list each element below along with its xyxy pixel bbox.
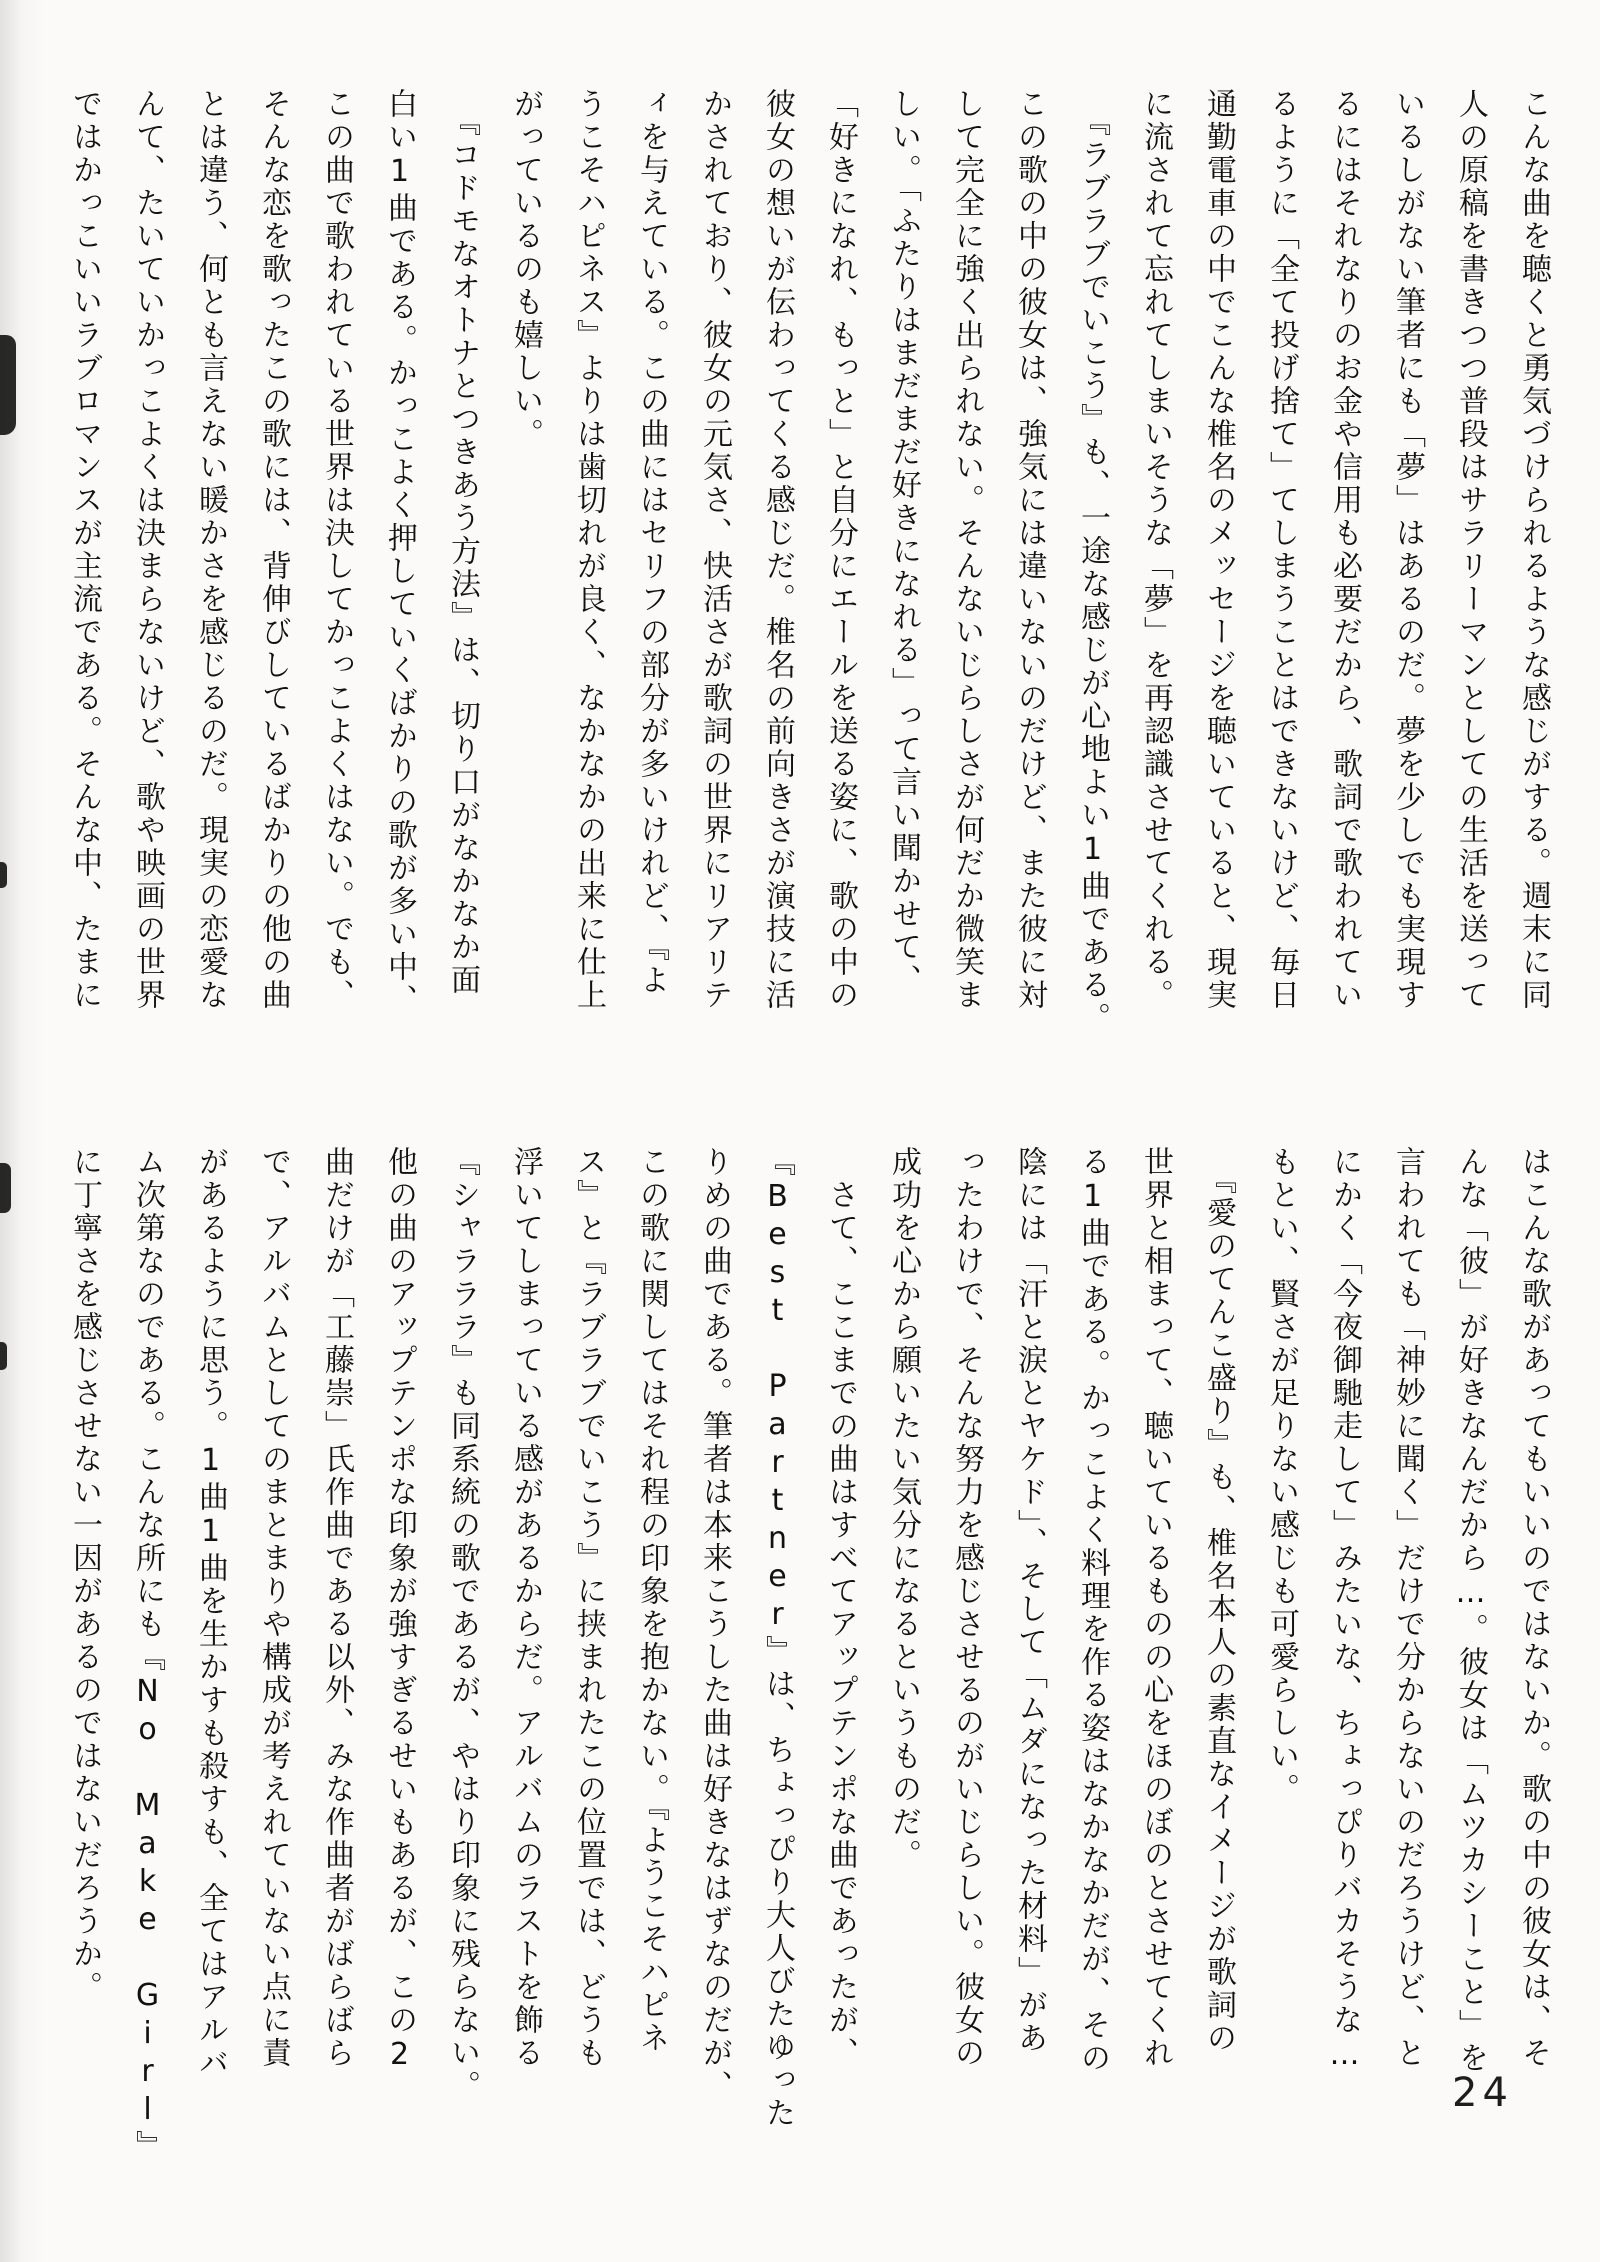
text-column: るように「全て投げ捨て」てしまうことはできないけど、毎日 — [1264, 88, 1299, 1012]
text-column: ィを与えている。この曲にはセリフの部分が多いけれど、『よ — [634, 88, 669, 997]
text-column: 『Best Partner』は、ちょっぴり大人びたゆった — [760, 1146, 795, 2130]
text-column: 浮いてしまっている感があるからだ。アルバムのラストを飾る — [508, 1146, 543, 2070]
text-column: ではかっこいいラブロマンスが主流である。そんな中、たまに — [67, 88, 102, 1012]
page-number: 24 — [1452, 2070, 1513, 2116]
text-column: んな「彼」が好きなんだから…。彼女は「ムツカシーこと」を — [1453, 1146, 1488, 2075]
text-column: この歌の中の彼女は、強気には違いないのだけど、また彼に対 — [1012, 88, 1047, 1012]
text-column: 言われても「神妙に聞く」だけで分からないのだろうけど、と — [1390, 1146, 1425, 2070]
text-column: この歌に関してはそれ程の印象を抱かない。『ようこそハピネ — [634, 1146, 669, 2055]
text-column: さて、ここまでの曲はすべてアップテンポな曲であったが、 — [823, 1146, 858, 2070]
text-column: 世界と相まって、聴いているものの心をほのぼのとさせてくれ — [1138, 1146, 1173, 2070]
text-column: 『コドモなオトナとつきあう方法』は、切り口がなかなか面 — [445, 88, 480, 997]
text-column: とは違う、何とも言えない暖かさを感じるのだ。現実の恋愛な — [193, 88, 228, 1012]
text-column: この曲で歌われている世界は決してかっこよくはない。でも、 — [319, 88, 354, 1012]
text-column: りめの曲である。筆者は本来こうした曲は好きなはずなのだが、 — [697, 1146, 732, 2103]
article-top-band — [53, 88, 1565, 1035]
article-bottom-band — [53, 1146, 1565, 2163]
text-column: がっているのも嬉しい。 — [508, 88, 543, 451]
text-column: ス』と『ラブラブでいこう』に挟まれたこの位置では、どうも — [571, 1146, 606, 2070]
text-column: いるしがない筆者にも「夢」はあるのだ。夢を少しでも実現す — [1390, 88, 1425, 1012]
text-column: に丁寧さを感じさせない一因があるのではないだろうか。 — [67, 1146, 102, 2004]
text-column: 曲だけが「工藤崇」氏作曲である以外、みな作曲者がばらばら — [319, 1146, 354, 2070]
text-column: 「好きになれ、もっと」と自分にエールを送る姿に、歌の中の — [823, 88, 858, 1012]
text-column: 『愛のてんこ盛り』も、椎名本人の素直なイメージが歌詞の — [1201, 1146, 1236, 2055]
scan-smudge — [0, 1163, 11, 1213]
text-column: こんな曲を聴くと勇気づけられるような感じがする。週末に同 — [1516, 88, 1551, 1012]
text-column: ム次第なのである。こんな所にも『No Make Girl』 — [130, 1146, 165, 2163]
text-column: かされており、彼女の元気さ、快活さが歌詞の世界にリアリテ — [697, 88, 732, 1012]
text-column: るにはそれなりのお金や信用も必要だから、歌詞で歌われてい — [1327, 88, 1362, 1012]
text-column: に流されて忘れてしまいそうな「夢」を再認識させてくれる。 — [1138, 88, 1173, 1012]
text-column: んて、たいていかっこよくは決まらないけど、歌や映画の世界 — [130, 88, 165, 1012]
scan-smudge — [0, 335, 16, 435]
text-column: 成功を心から願いたい気分になるというものだ。 — [886, 1146, 921, 1872]
scan-smudge — [0, 1342, 7, 1370]
text-column: 彼女の想いが伝わってくる感じだ。椎名の前向きさが演技に活 — [760, 88, 795, 1012]
text-column: もとい、賢さが足りない感じも可愛らしい。 — [1264, 1146, 1299, 1806]
text-column: 陰には「汗と涙とヤケド」、そして「ムダになった材料」があ — [1012, 1146, 1047, 2055]
text-column: して完全に強く出られない。そんないじらしさが何だか微笑ま — [949, 88, 984, 1012]
text-column: 人の原稿を書きつつ普段はサラリーマンとしての生活を送って — [1453, 88, 1488, 1012]
text-column: うこそハピネス』よりは歯切れが良く、なかなかの出来に仕上 — [571, 88, 606, 1012]
text-column: 通勤電車の中でこんな椎名のメッセージを聴いていると、現実 — [1201, 88, 1236, 1012]
text-column: にかく「今夜御馳走して」みたいな、ちょっぴりバカそうな… — [1327, 1146, 1362, 2075]
text-column: 他の曲のアップテンポな印象が強すぎるせいもあるが、この2 — [382, 1146, 417, 2075]
text-column: ったわけで、そんな努力を感じさせるのがいじらしい。彼女の — [949, 1146, 984, 2070]
text-column: 『シャラララ』も同系統の歌であるが、やはり印象に残らない。 — [445, 1146, 480, 2103]
text-column: で、アルバムとしてのまとまりや構成が考えれていない点に責 — [256, 1146, 291, 2070]
scan-smudge — [0, 862, 7, 888]
text-column: る1曲である。かっこよく料理を作る姿はなかなかだが、その — [1075, 1146, 1110, 2075]
text-column: 『ラブラブでいこう』も、一途な感じが心地よい1曲である。 — [1075, 88, 1110, 1035]
text-column: そんな恋を歌ったこの歌には、背伸びしているばかりの他の曲 — [256, 88, 291, 1012]
text-column: 白い1曲である。かっこよく押していくばかりの歌が多い中、 — [382, 88, 417, 1017]
text-column: しい。「ふたりはまだまだ好きになれる」って言い聞かせて、 — [886, 88, 921, 997]
text-column: があるように思う。1曲1曲を生かすも殺すも、全てはアルバ — [193, 1146, 228, 2080]
text-column: はこんな歌があってもいいのではないか。歌の中の彼女は、そ — [1516, 1146, 1551, 2070]
